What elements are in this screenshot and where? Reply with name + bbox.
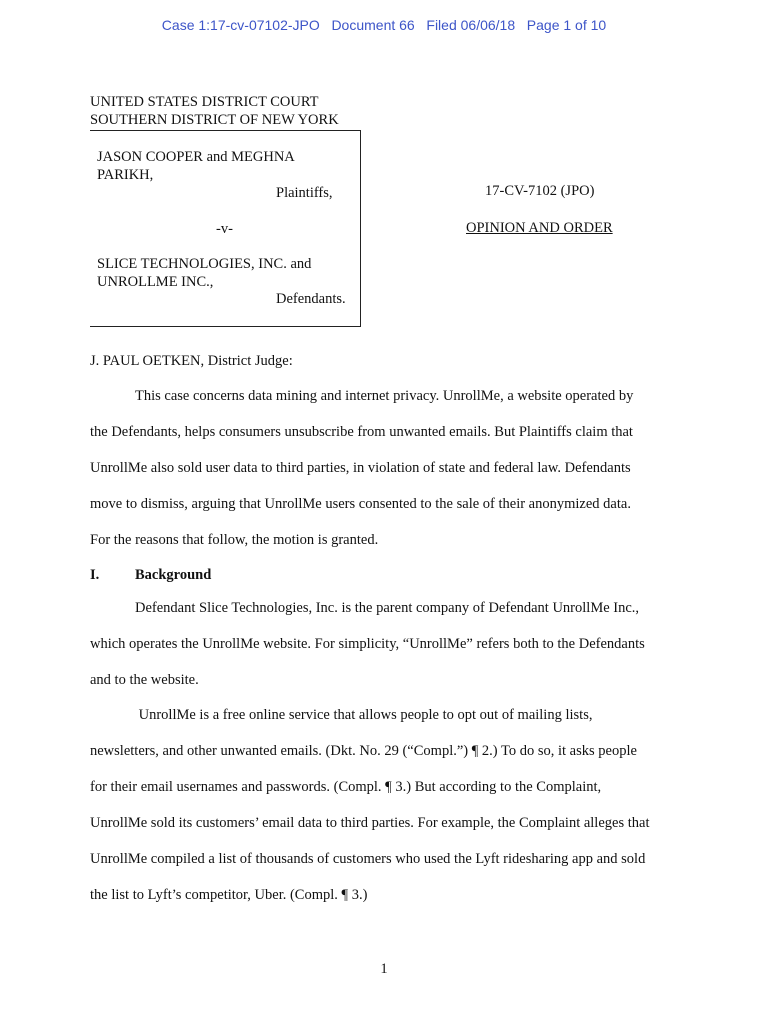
text-line: for their email usernames and passwords. (Compl. ¶ 3.) But according to the Complaint, xyxy=(90,779,602,795)
background-paragraph-1 xyxy=(90,590,680,698)
section-title: Background xyxy=(135,567,212,583)
text-line: UnrollMe also sold user data to third parties, in violation of state and federal law. Defendants xyxy=(90,460,631,476)
plaintiffs-names-line-1: JASON COOPER and MEGHNA xyxy=(97,149,295,165)
text-line: UnrollMe compiled a list of thousands of customers who used the Lyft ridesharing app and sold xyxy=(90,851,646,867)
judge-line: J. PAUL OETKEN, District Judge: xyxy=(90,353,293,369)
background-paragraph-2 xyxy=(90,697,680,913)
defendants-names-line-1: SLICE TECHNOLOGIES, INC. and xyxy=(97,256,312,272)
court-name-line-1: UNITED STATES DISTRICT COURT xyxy=(90,94,319,110)
text-line: Defendant Slice Technologies, Inc. is the parent company of Defendant UnrollMe Inc., xyxy=(135,600,640,616)
text-line: newsletters, and other unwanted emails. (Dkt. No. 29 (“Compl.”) ¶ 2.) To do so, it asks people xyxy=(90,743,637,759)
plaintiffs-names-line-2: PARIKH, xyxy=(97,167,154,183)
document-title: OPINION AND ORDER xyxy=(466,220,613,236)
text-line: For the reasons that follow, the motion is granted. xyxy=(90,532,379,548)
text-line: UnrollMe sold its customers’ email data to third parties. For example, the Complaint alleges that xyxy=(90,815,650,831)
page-number: 1 xyxy=(380,961,388,977)
text-line: UnrollMe is a free online service that allows people to opt out of mailing lists, xyxy=(135,707,593,723)
plaintiffs-role: Plaintiffs, xyxy=(276,185,333,201)
text-line: This case concerns data mining and internet privacy. UnrollMe, a website operated by xyxy=(135,388,634,404)
ecf-filed-date: Filed 06/06/18 xyxy=(426,17,516,33)
intro-paragraph xyxy=(90,378,680,558)
case-number: 17-CV-7102 (JPO) xyxy=(485,183,595,199)
text-line: which operates the UnrollMe website. For simplicity, “UnrollMe” refers both to the Defendants xyxy=(90,636,645,652)
text-line: and to the website. xyxy=(90,672,199,688)
text-line: move to dismiss, arguing that UnrollMe users consented to the sale of their anonymized data. xyxy=(90,496,631,512)
text-line: the Defendants, helps consumers unsubscribe from unwanted emails. But Plaintiffs claim that xyxy=(90,424,633,440)
versus-marker: -v- xyxy=(216,221,233,237)
court-name-line-2: SOUTHERN DISTRICT OF NEW YORK xyxy=(90,112,339,128)
section-number: I. xyxy=(90,567,100,583)
ecf-header xyxy=(0,17,768,33)
ecf-document-number: Document 66 xyxy=(331,17,415,33)
text-line: the list to Lyft’s competitor, Uber. (Compl. ¶ 3.) xyxy=(90,887,368,903)
defendants-role: Defendants. xyxy=(276,291,346,307)
ecf-page-count: Page 1 of 10 xyxy=(526,17,607,33)
ecf-case-number: Case 1:17-cv-07102-JPO xyxy=(161,17,320,33)
defendants-names-line-2: UNROLLME INC., xyxy=(97,274,214,290)
